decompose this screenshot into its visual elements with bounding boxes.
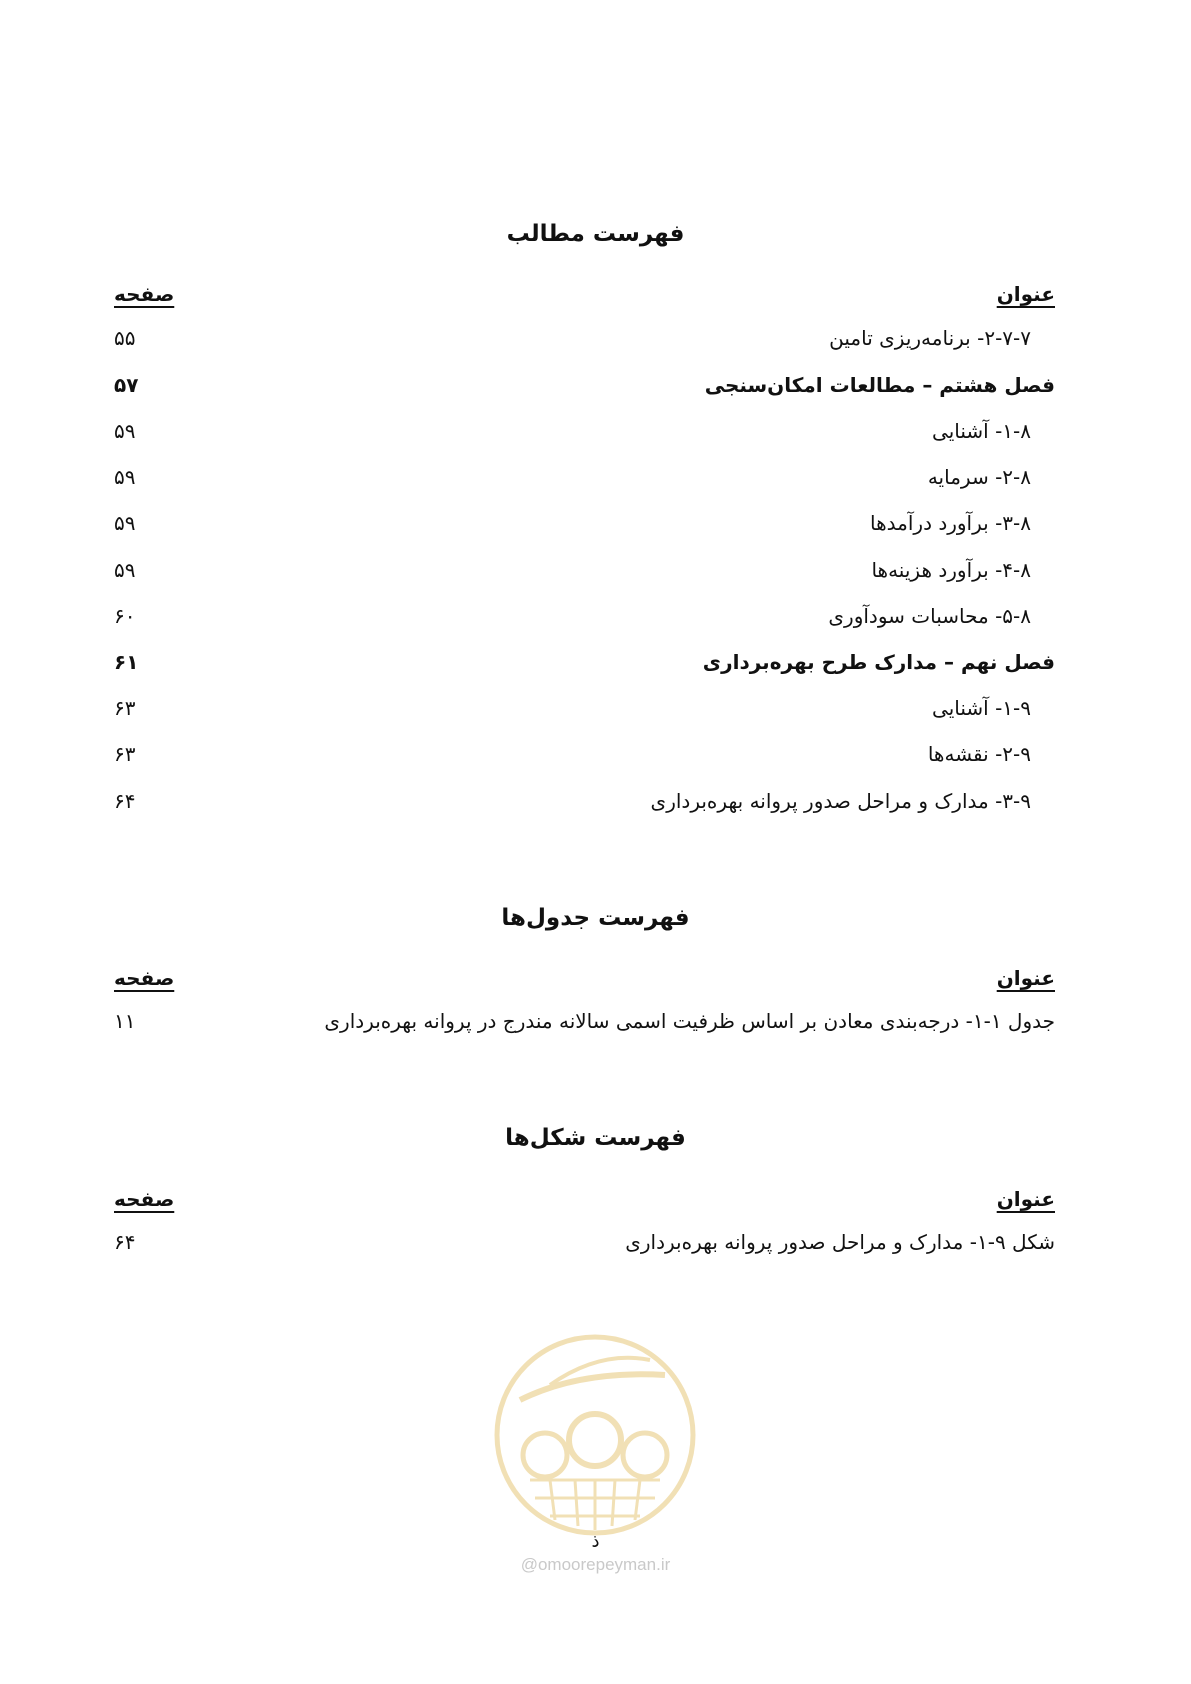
figures-col-title: عنوان: [996, 1187, 1055, 1211]
toc-entry[interactable]: [114, 555, 1055, 585]
toc-entry-page: ۵۹: [114, 511, 136, 535]
toc-entry[interactable]: [114, 601, 1055, 631]
toc-entry-page: ۶۱: [114, 650, 139, 674]
toc-entry-page: ۵۹: [114, 419, 136, 443]
table-entry-title: جدول ۱-۱- درجه‌بندی معادن بر اساس ظرفیت اسمی سالانه مندرج در پروانه بهره‌برداری: [324, 1009, 1055, 1033]
toc-entry-page: ۵۷: [114, 373, 139, 397]
tables-column-header: [114, 963, 1055, 993]
figure-entry-title: شکل ۹-۱- مدارک و مراحل صدور پروانه بهره‌برداری: [625, 1230, 1055, 1254]
toc-entry-title: ۲-۷-۷- برنامه‌ریزی تامین: [829, 326, 1031, 350]
toc-entry[interactable]: [114, 416, 1055, 446]
toc-entry-title: ۲-۹- نقشه‌ها: [927, 742, 1031, 766]
toc-entry-page: ۶۰: [114, 604, 136, 628]
toc-entry-title: ۱-۹- آشنایی: [932, 696, 1031, 720]
tables-col-title: عنوان: [996, 966, 1055, 990]
toc-entry-page: ۶۴: [114, 789, 136, 813]
toc-heading: فهرست مطالب: [506, 221, 685, 247]
toc-entry[interactable]: [114, 739, 1055, 769]
toc-entry[interactable]: [114, 693, 1055, 723]
toc-entry-page: ۶۳: [114, 742, 136, 766]
toc-chapter-entry[interactable]: [114, 647, 1055, 677]
tables-col-page: صفحه: [114, 966, 175, 990]
toc-col-title: عنوان: [996, 282, 1055, 306]
toc-entry-title: فصل نهم – مدارک طرح بهره‌برداری: [702, 650, 1055, 674]
table-entry-page: ۱۱: [114, 1009, 136, 1033]
figures-column-header: [114, 1184, 1055, 1214]
table-entry[interactable]: [114, 1006, 1055, 1036]
toc-col-page: صفحه: [114, 282, 175, 306]
toc-entry-page: ۵۵: [114, 326, 136, 350]
toc-entry[interactable]: [114, 786, 1055, 816]
toc-entry-page: ۵۹: [114, 558, 136, 582]
toc-entry-title: ۲-۸- سرمایه: [927, 465, 1031, 489]
toc-entry-title: ۵-۸- محاسبات سودآوری: [828, 604, 1031, 628]
omoore-peyman-logo-watermark-icon: [490, 1330, 700, 1540]
website-watermark: @omoorepeyman.ir: [520, 1555, 671, 1574]
figures-heading: فهرست شکل‌ها: [505, 1125, 686, 1151]
page-number: ذ: [591, 1531, 600, 1552]
toc-entry-title: ۳-۹- مدارک و مراحل صدور پروانه بهره‌برداری: [650, 789, 1031, 813]
toc-entry[interactable]: [114, 508, 1055, 538]
tables-heading: فهرست جدول‌ها: [501, 905, 690, 931]
toc-chapter-entry[interactable]: [114, 370, 1055, 400]
toc-entry-title: فصل هشتم – مطالعات امکان‌سنجی: [704, 373, 1055, 397]
toc-entry[interactable]: [114, 323, 1055, 353]
figure-entry[interactable]: [114, 1227, 1055, 1257]
toc-entry-page: ۶۳: [114, 696, 136, 720]
toc-entry-title: ۴-۸- برآورد هزینه‌ها: [871, 558, 1031, 582]
figures-col-page: صفحه: [114, 1187, 175, 1211]
figure-entry-page: ۶۴: [114, 1230, 136, 1254]
toc-entry[interactable]: [114, 462, 1055, 492]
toc-column-header: [114, 279, 1055, 309]
toc-entry-title: ۱-۸- آشنایی: [932, 419, 1031, 443]
toc-entry-page: ۵۹: [114, 465, 136, 489]
toc-entry-title: ۳-۸- برآورد درآمدها: [870, 511, 1031, 535]
